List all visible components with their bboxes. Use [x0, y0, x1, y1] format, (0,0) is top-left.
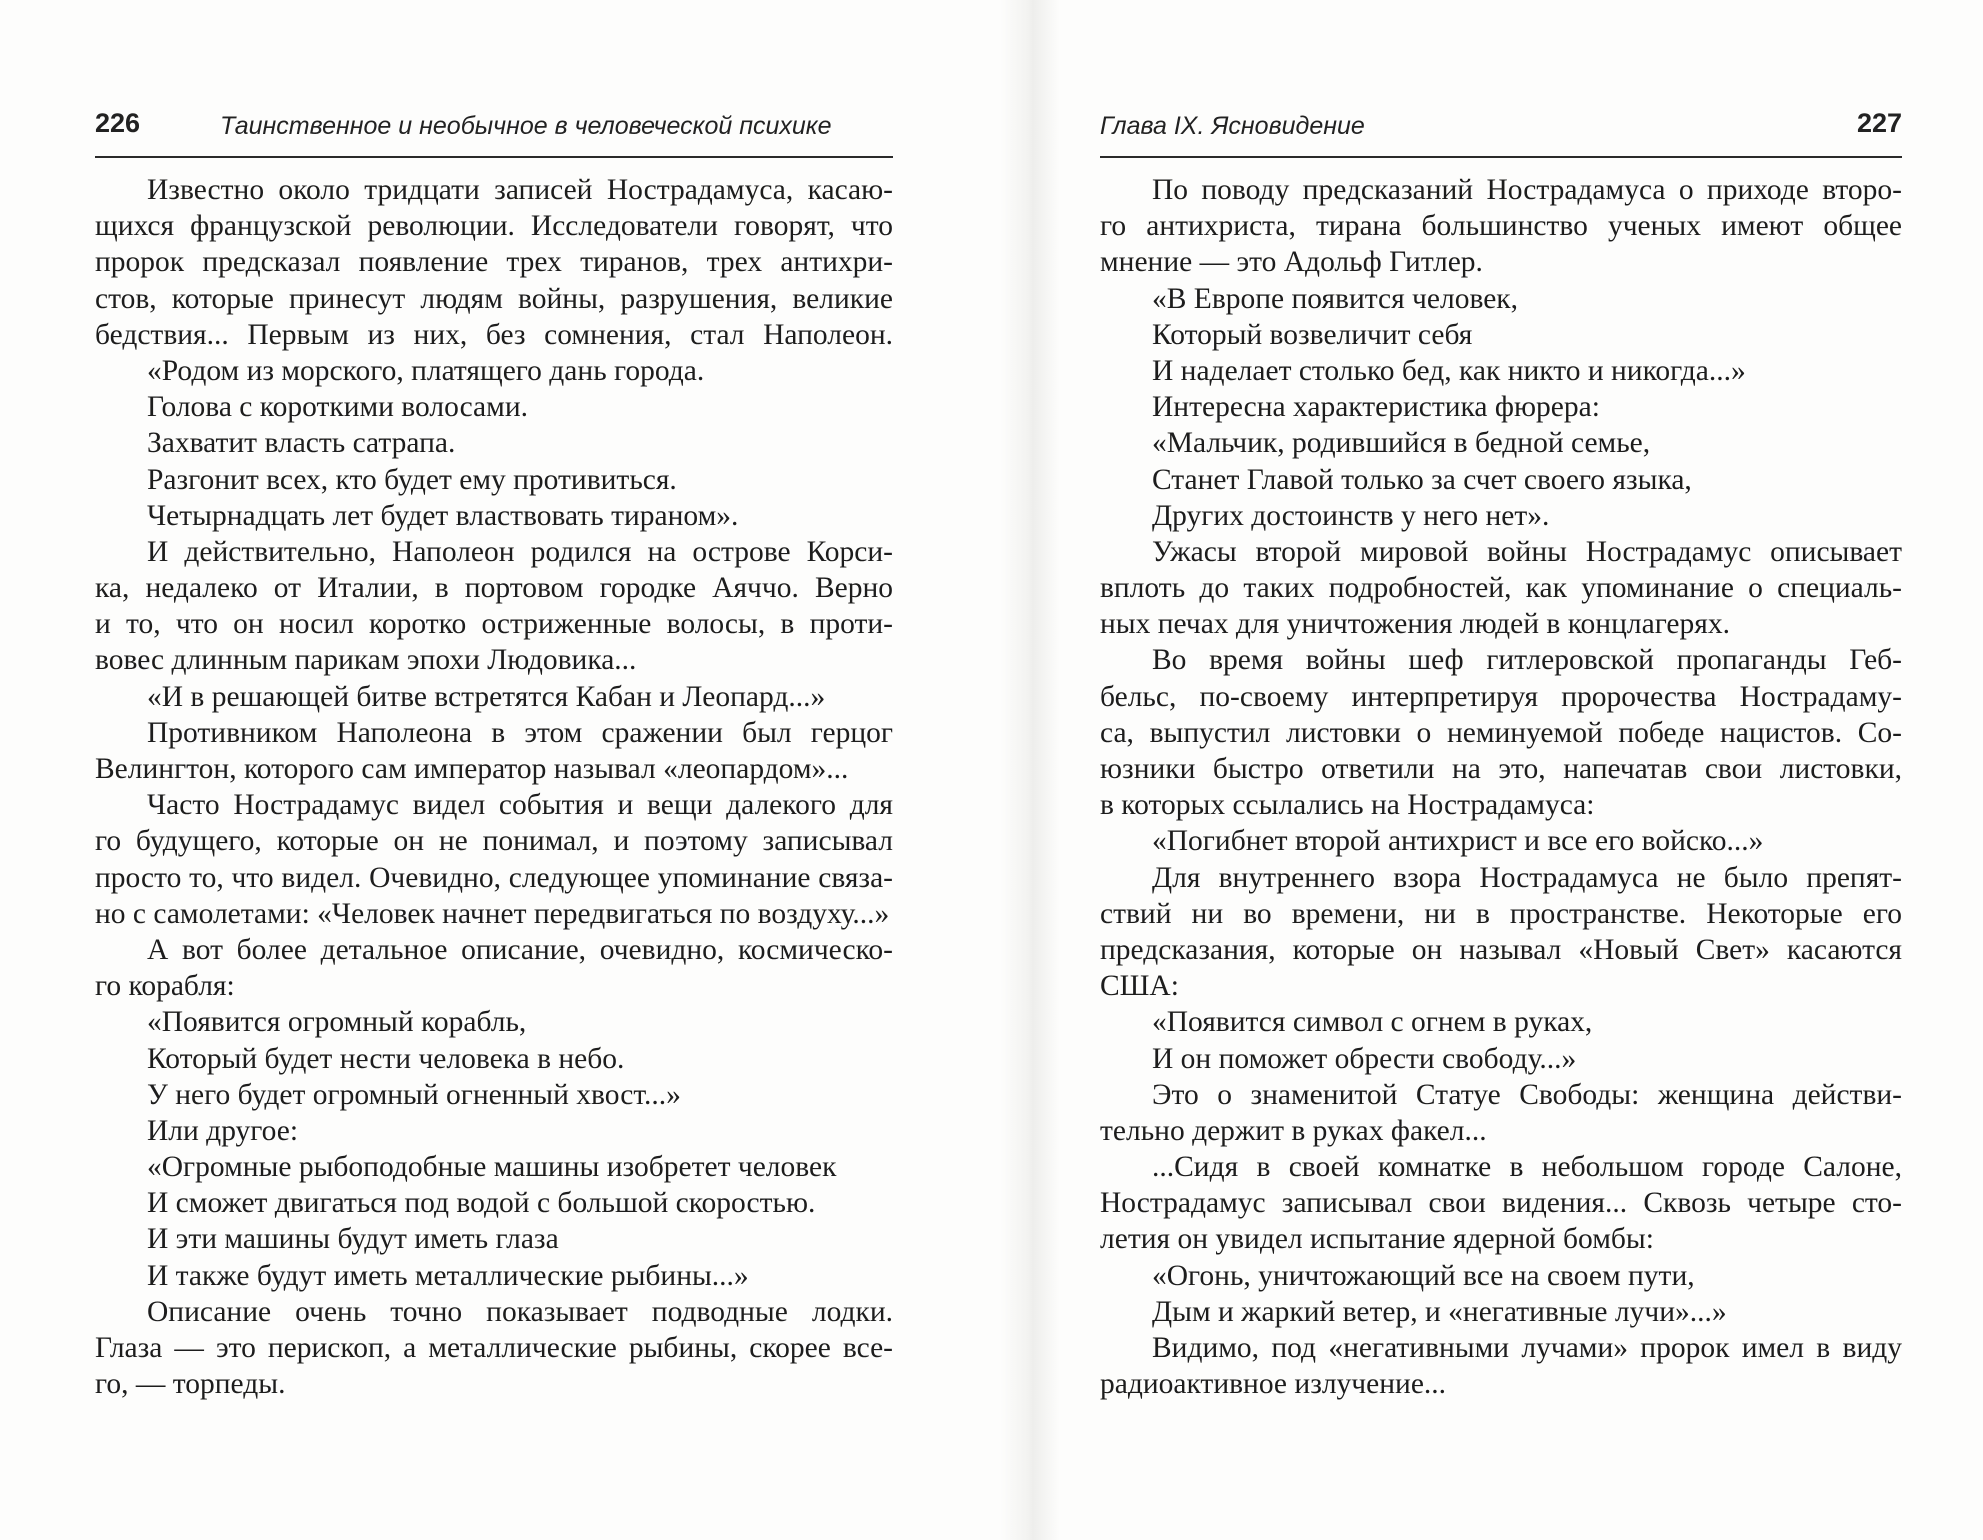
text-line: «Огромные рыбоподобные машины изобретет человек — [147, 1151, 837, 1184]
text-line: ствий ни во времени, ни в пространстве. Некоторые его — [1100, 897, 1902, 930]
text-line: Велингтон, которого сам император называл «леопардом»... — [95, 753, 849, 785]
text-line: Ужасы второй мировой войны Нострадамус описывает — [1152, 535, 1902, 568]
text-line: «И в решающей битве встретятся Кабан и Леопард...» — [147, 680, 826, 713]
text-line: «В Европе появится человек, — [1152, 282, 1519, 315]
text-line: летия он увидел испытание ядерной бомбы: — [1100, 1223, 1654, 1256]
text-line: И наделает столько бед, как никто и никогда...» — [1152, 354, 1746, 387]
text-line: Интересна характеристика фюрера: — [1152, 391, 1600, 424]
text-line: Для внутреннего взора Нострадамуса не было препят- — [1152, 861, 1902, 894]
text-line: вплоть до таких подробностей, как упоминание о специаль- — [1100, 572, 1902, 605]
text-line: щихся французской революции. Исследователи говорят, что — [95, 210, 893, 243]
text-line: юзники быстро ответили на это, напечатав свои листовки, — [1100, 753, 1902, 785]
text-line: го корабля: — [95, 970, 235, 1003]
left-page-body — [95, 172, 893, 1402]
text-line: го будущего, которые он не понимал, и поэтому записывал — [95, 825, 893, 858]
text-line: И сможет двигаться под водой с большой скоростью. — [147, 1187, 816, 1220]
text-line: Известно около тридцати записей Нострадамуса, касаю- — [147, 174, 893, 206]
text-line: И действительно, Наполеон родился на острове Корси- — [147, 535, 893, 568]
text-line: Это о знаменитой Статуе Свободы: женщина действи- — [1152, 1078, 1902, 1111]
text-line: ...Сидя в своей комнатке в небольшом городе Салоне, — [1152, 1151, 1902, 1184]
right-page-header — [1100, 100, 1902, 158]
text-line: и то, что он носил коротко остриженные волосы, в проти- — [95, 608, 893, 641]
text-line: ка, недалеко от Италии, в портовом городке Аяччо. Верно — [95, 572, 893, 605]
left-page — [95, 100, 893, 1402]
right-page-body — [1100, 172, 1902, 1402]
text-line: го антихриста, тирана большинство ученых имеют общее — [1100, 210, 1902, 243]
text-line: вовес длинным парикам эпохи Людовика... — [95, 644, 637, 677]
text-line: И эти машины будут иметь глаза — [147, 1223, 559, 1256]
running-title: Глава IX. Ясновидение — [1100, 112, 1365, 140]
text-line: Нострадамус записывал свои видения... Сквозь четыре сто- — [1100, 1187, 1902, 1220]
text-line: Глаза — это перископ, а металлические рыбины, скорее все- — [95, 1332, 893, 1364]
text-line: «Мальчик, родившийся в бедной семье, — [1152, 427, 1651, 460]
text-line: «Появится символ с огнем в руках, — [1152, 1006, 1593, 1039]
text-line: в которых ссылались на Нострадамуса: — [1100, 789, 1595, 822]
page-number: 226 — [95, 108, 141, 138]
text-line: Станет Главой только за счет своего языка, — [1152, 463, 1692, 496]
text-line: «Появится огромный корабль, — [147, 1006, 527, 1039]
page-number: 227 — [1856, 108, 1902, 138]
text-line: Описание очень точно показывает подводные лодки. — [147, 1295, 893, 1328]
text-line: радиоактивное излучение... — [1100, 1368, 1447, 1401]
text-line: бедствия... Первым из них, без сомнения, стал Наполеон. — [95, 318, 893, 351]
text-line: тельно держит в руках факел... — [1100, 1114, 1487, 1147]
right-page — [1100, 100, 1902, 1402]
text-line: Четырнадцать лет будет властвовать тираном». — [147, 499, 739, 532]
text-line: просто то, что видел. Очевидно, следующее упоминание связа- — [95, 861, 893, 894]
text-line: Во время войны шеф гитлеровской пропаганды Геб- — [1152, 644, 1902, 677]
text-line: стов, которые принесут людям войны, разрушения, великие — [95, 282, 893, 315]
text-line: У него будет огромный огненный хвост...» — [147, 1078, 681, 1111]
text-line: пророк предсказал появление трех тиранов, трех антихри- — [95, 246, 893, 279]
text-line: «Огонь, уничтожающий все на своем пути, — [1152, 1259, 1695, 1292]
text-line: го, — торпеды. — [95, 1368, 286, 1401]
text-line: предсказания, которые он называл «Новый Свет» касаются — [1100, 933, 1902, 966]
text-line: Часто Нострадамус видел события и вещи далекого для — [147, 789, 893, 822]
text-line: но с самолетами: «Человек начнет передвигаться по воздуху...» — [95, 897, 890, 930]
text-line: «Погибнет второй антихрист и все его войско...» — [1152, 825, 1764, 858]
text-line: Противником Наполеона в этом сражении был герцог — [147, 716, 893, 749]
text-line: «Родом из морского, платящего дань города. — [147, 354, 705, 387]
text-line: Голова с короткими волосами. — [147, 391, 528, 424]
text-line: са, выпустил листовки о неминуемой победе нацистов. Со- — [1100, 716, 1902, 749]
running-title: Таинственное и необычное в человеческой психике — [220, 112, 832, 140]
text-line: Разгонит всех, кто будет ему противиться. — [147, 463, 677, 496]
text-line: бельс, по-своему интерпретируя пророчества Нострадаму- — [1100, 680, 1902, 713]
text-line: Других достоинств у него нет». — [1152, 499, 1550, 532]
text-line: Который возвеличит себя — [1152, 318, 1473, 351]
text-line: США: — [1100, 970, 1179, 1003]
text-line: Который будет нести человека в небо. — [147, 1042, 625, 1075]
text-line: ных печах для уничтожения людей в концлагерях. — [1100, 608, 1730, 641]
text-line: А вот более детальное описание, очевидно, космическо- — [147, 933, 893, 966]
text-line: Захватит власть сатрапа. — [147, 427, 456, 460]
text-line: Дым и жаркий ветер, и «негативные лучи»...» — [1152, 1295, 1727, 1328]
text-line: По поводу предсказаний Нострадамуса о приходе второ- — [1152, 174, 1902, 206]
text-line: мнение — это Адольф Гитлер. — [1100, 246, 1483, 279]
text-line: Видимо, под «негативными лучами» пророк имел в виду — [1152, 1332, 1902, 1364]
text-line: И он поможет обрести свободу...» — [1152, 1042, 1577, 1075]
book-gutter — [1000, 0, 1060, 1540]
text-line: И также будут иметь металлические рыбины...» — [147, 1259, 749, 1292]
text-line: Или другое: — [147, 1114, 299, 1147]
left-page-header — [95, 100, 893, 158]
